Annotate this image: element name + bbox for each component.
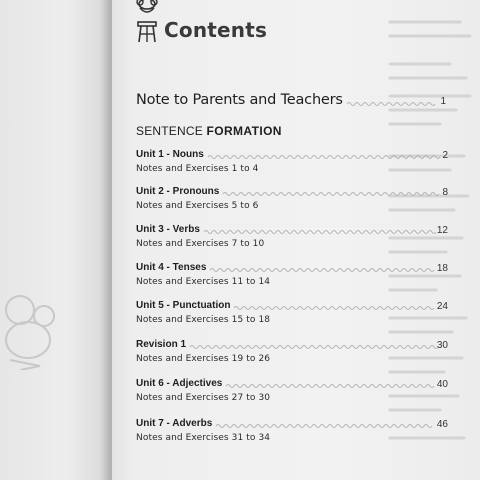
entry-page-number: 8 <box>442 187 448 198</box>
section-heading-bold: FORMATION <box>206 124 282 138</box>
leader-wave-line <box>234 305 431 311</box>
entry-subtitle: Notes and Exercises 27 to 30 <box>136 393 271 403</box>
leader-wave-line <box>208 154 436 160</box>
ghost-mouse-illustration <box>0 290 60 370</box>
leader-wave-line <box>216 423 431 429</box>
entry-subtitle: Notes and Exercises 15 to 18 <box>136 315 271 325</box>
entry-page-number: 30 <box>436 340 448 351</box>
contents-page <box>112 0 480 480</box>
entry-subtitle: Notes and Exercises 7 to 10 <box>136 239 265 249</box>
entry-title: Unit 1 - Nouns <box>136 149 204 160</box>
entry-page-number: 1 <box>440 96 446 107</box>
contents-entry-unit-3 <box>136 224 454 254</box>
entry-title: Unit 5 - Punctuation <box>136 300 231 311</box>
entry-page-number: 12 <box>436 225 448 236</box>
contents-entry-unit-7 <box>136 418 454 448</box>
contents-entry-unit-5 <box>136 300 454 330</box>
entry-page-number: 2 <box>442 150 448 161</box>
contents-header <box>126 0 286 50</box>
entry-subtitle: Notes and Exercises 11 to 14 <box>136 277 271 287</box>
entry-subtitle: Notes and Exercises 19 to 26 <box>136 354 271 364</box>
contents-entry-note <box>136 92 454 112</box>
leader-wave-line <box>226 383 431 389</box>
entry-title: Unit 7 - Adverbs <box>136 418 213 429</box>
left-facing-page <box>0 0 112 480</box>
contents-entry-unit-4 <box>136 262 454 292</box>
contents-entry-unit-2 <box>136 186 454 216</box>
leader-wave-line <box>190 344 431 350</box>
leader-wave-line <box>210 267 431 273</box>
entry-subtitle: Notes and Exercises 31 to 34 <box>136 433 271 443</box>
mouse-on-stool-icon <box>132 0 162 44</box>
entry-page-number: 40 <box>436 379 448 390</box>
entry-title: Note to Parents and Teachers <box>136 92 343 108</box>
entry-title: Unit 4 - Tenses <box>136 262 207 273</box>
page-title: Contents <box>164 18 268 42</box>
leader-wave-line <box>347 101 434 107</box>
entry-page-number: 18 <box>436 263 448 274</box>
section-heading <box>136 124 282 138</box>
entry-page-number: 24 <box>436 301 448 312</box>
entry-subtitle: Notes and Exercises 1 to 4 <box>136 164 259 174</box>
leader-wave-line <box>223 191 436 197</box>
entry-subtitle: Notes and Exercises 5 to 6 <box>136 201 259 211</box>
section-heading-prefix: SENTENCE <box>136 124 203 138</box>
contents-entry-unit-1 <box>136 149 454 179</box>
contents-entry-unit-6 <box>136 378 454 408</box>
entry-page-number: 46 <box>436 419 448 430</box>
entry-title: Unit 2 - Pronouns <box>136 186 220 197</box>
contents-entry-revision-1 <box>136 339 454 369</box>
entry-title: Revision 1 <box>136 339 187 350</box>
leader-wave-line <box>204 229 431 235</box>
entry-title: Unit 6 - Adjectives <box>136 378 223 389</box>
entry-title: Unit 3 - Verbs <box>136 224 200 235</box>
